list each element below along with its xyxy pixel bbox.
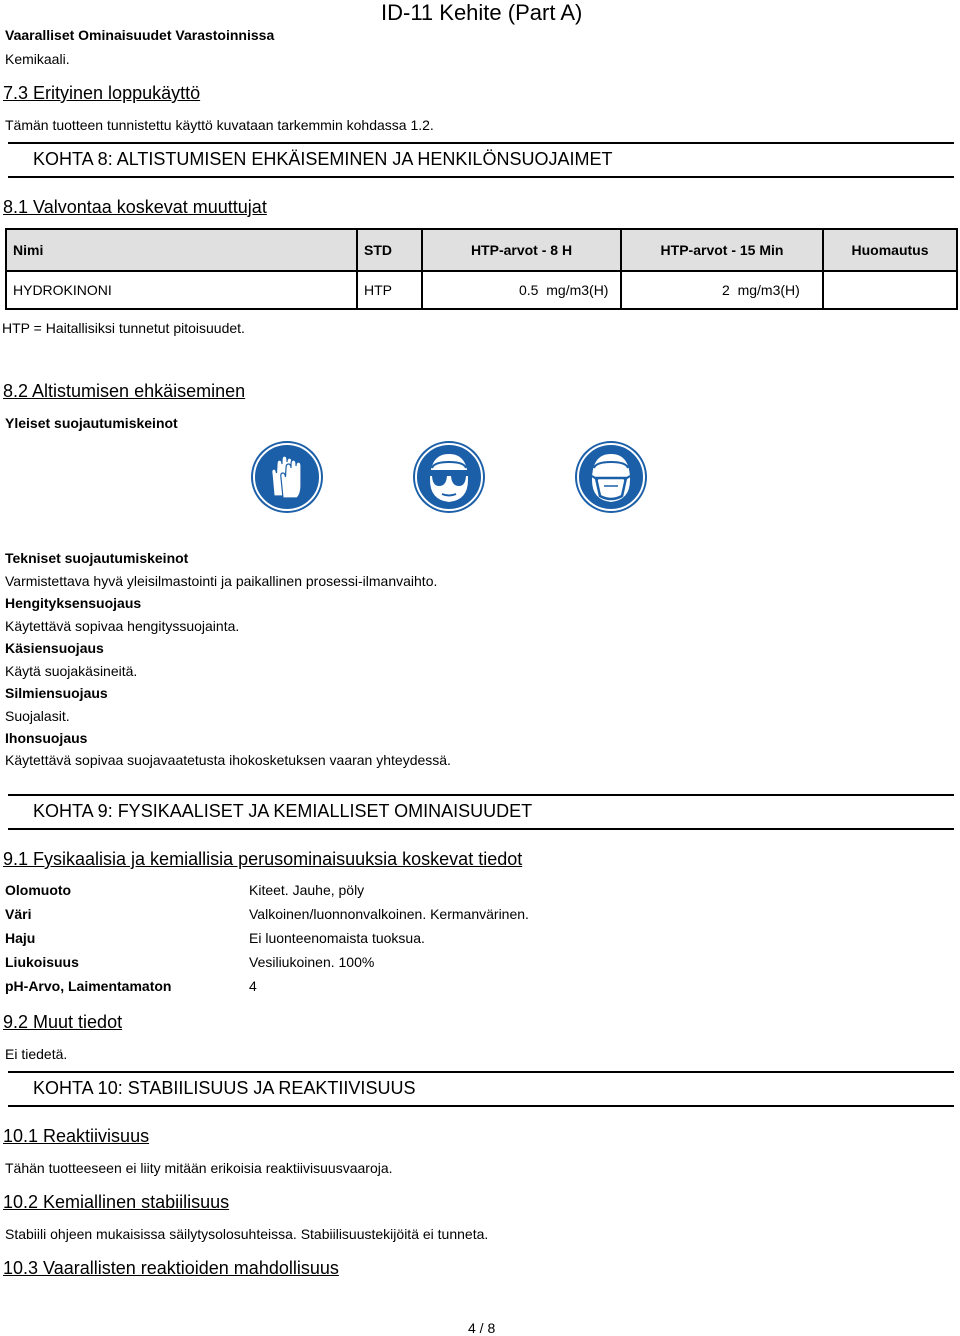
section-heading-9: KOHTA 9: FYSIKAALISET JA KEMIALLISET OMINAISUUDET <box>33 801 533 821</box>
section-rule-top <box>8 1071 954 1073</box>
property-value: Valkoinen/luonnonvalkoinen. Kermanvärinen. <box>249 906 529 922</box>
unit-15min: mg/m3(H) <box>737 282 800 298</box>
section-rule-bottom <box>8 176 954 178</box>
subsection-text-7-3: Tämän tuotteen tunnistettu käyttö kuvataan tarkemmin kohdassa 1.2. <box>5 117 434 133</box>
protection-text-hand: Käytä suojakäsineitä. <box>5 663 138 679</box>
subsection-title-7-3: 7.3 Erityinen loppukäyttö <box>3 83 201 103</box>
unit-8h: mg/m3(H) <box>546 282 609 298</box>
section-heading-10: KOHTA 10: STABIILISUUS JA REAKTIIVISUUS <box>33 1078 416 1098</box>
goggles-icon <box>412 440 486 514</box>
protection-label-hand: Käsiensuojaus <box>5 640 104 656</box>
table-header-row <box>6 229 957 271</box>
subsection-title-9-2: 9.2 Muut tiedot <box>3 1012 123 1032</box>
protection-label-eye: Silmiensuojaus <box>5 685 108 701</box>
protection-text-eye: Suojalasit. <box>5 708 70 724</box>
section-heading-8: KOHTA 8: ALTISTUMISEN EHKÄISEMINEN JA HENKILÖNSUOJAIMET <box>33 149 613 169</box>
subsection-title-10-1: 10.1 Reaktiivisuus <box>3 1126 150 1146</box>
table-header-cell: Huomautus <box>823 229 957 271</box>
protection-label-skin: Ihonsuojaus <box>5 730 88 746</box>
section-rule-bottom <box>8 1105 954 1107</box>
table-cell-name: HYDROKINONI <box>6 271 357 309</box>
property-value: Vesiliukoinen. 100% <box>249 954 375 970</box>
property-label: pH-Arvo, Laimentamaton <box>5 978 172 994</box>
table-cell-note <box>823 271 957 309</box>
section-rule-bottom <box>8 828 954 830</box>
table-cell-8h <box>422 271 621 309</box>
property-label: Olomuoto <box>5 882 72 898</box>
protection-label-technical: Tekniset suojautumiskeinot <box>5 550 189 566</box>
table-header-cell: Nimi <box>6 229 357 271</box>
table-row <box>6 271 957 309</box>
property-label: Haju <box>5 930 36 946</box>
table-header-cell: STD <box>357 229 422 271</box>
page-number: 4 / 8 <box>468 1320 496 1336</box>
header-section-value: Kemikaali. <box>5 51 70 67</box>
subsection-text-9-2: Ei tiedetä. <box>5 1046 68 1062</box>
property-value: 4 <box>249 978 257 994</box>
property-label: Liukoisuus <box>5 954 79 970</box>
protection-label-respiratory: Hengityksensuojaus <box>5 595 142 611</box>
value-8h: 0.5 <box>519 282 539 298</box>
section-rule-top <box>8 794 954 796</box>
table-note: HTP = Haitallisiksi tunnetut pitoisuudet. <box>2 320 245 336</box>
respirator-icon <box>574 440 648 514</box>
subsection-title-9-1: 9.1 Fysikaalisia ja kemiallisia perusominaisuuksia koskevat tiedot <box>3 849 523 869</box>
document-title: ID-11 Kehite (Part A) <box>381 0 583 25</box>
value-15min: 2 <box>722 282 730 298</box>
subsection-title-10-3: 10.3 Vaarallisten reaktioiden mahdollisuus <box>3 1258 339 1278</box>
general-protection-label: Yleiset suojautumiskeinot <box>5 415 178 431</box>
subsection-text-10-1: Tähän tuotteeseen ei liity mitään erikoisia reaktiivisuusvaaroja. <box>5 1160 393 1176</box>
table-header-cell: HTP-arvot - 8 H <box>422 229 621 271</box>
property-value: Kiteet. Jauhe, pöly <box>249 882 365 898</box>
section-rule-top <box>8 142 954 144</box>
property-value: Ei luonteenomaista tuoksua. <box>249 930 425 946</box>
subsection-title-8-1: 8.1 Valvontaa koskevat muuttujat <box>3 197 267 217</box>
table-cell-std: HTP <box>357 271 422 309</box>
property-label: Väri <box>5 906 32 922</box>
table-cell-15min <box>621 271 823 309</box>
table-header-cell: HTP-arvot - 15 Min <box>621 229 823 271</box>
protection-text-skin: Käytettävä sopivaa suojavaatetusta ihokosketuksen vaaran yhteydessä. <box>5 752 451 768</box>
subsection-text-10-2: Stabiili ohjeen mukaisissa säilytysolosuhteissa. Stabiilisuustekijöitä ei tunneta. <box>5 1226 489 1242</box>
exposure-limits-table <box>5 228 958 310</box>
header-section-name: Vaaralliset Ominaisuudet Varastoinnissa <box>5 27 275 43</box>
subsection-title-8-2: 8.2 Altistumisen ehkäiseminen <box>3 381 246 401</box>
subsection-title-10-2: 10.2 Kemiallinen stabiilisuus <box>3 1192 230 1212</box>
gloves-icon <box>250 440 324 514</box>
protection-text-technical: Varmistettava hyvä yleisilmastointi ja paikallinen prosessi-ilmanvaihto. <box>5 573 438 589</box>
protection-text-respiratory: Käytettävä sopivaa hengityssuojainta. <box>5 618 240 634</box>
